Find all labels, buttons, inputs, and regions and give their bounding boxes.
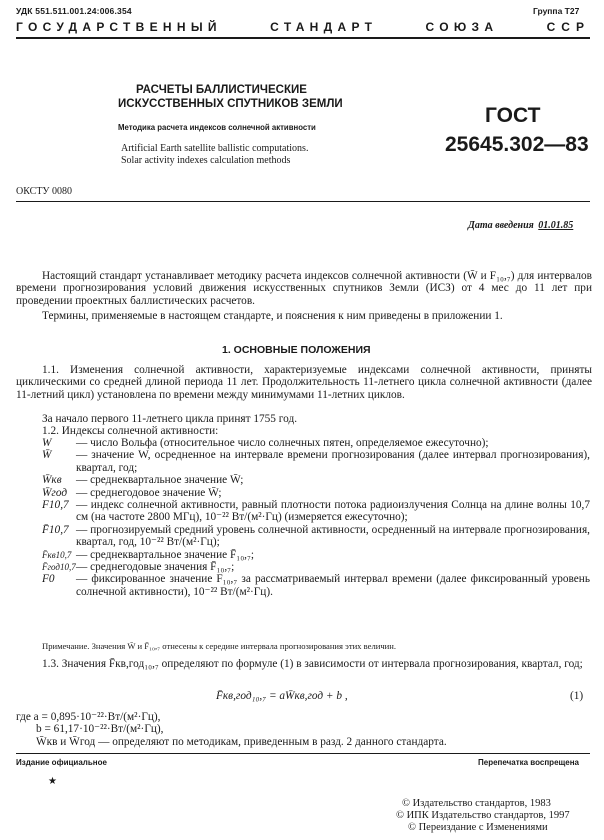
copyright-1: © Издательство стандартов, 1983 [402,798,551,809]
definition-item [42,573,590,598]
banner-word: СТАНДАРТ [270,20,378,34]
star-icon: ★ [48,776,57,787]
banner-word: СОЮЗА [425,20,499,34]
definition-text: — среднеквартальное значение W̄; [76,474,244,487]
group-code: Группа Т27 [533,6,580,16]
definition-item [42,449,590,474]
paragraph-1-3: 1.3. Значения F̄кв,год₁₀,₇ определяют по формуле (1) в зависимости от интервала прогнозирования, квартал, год; [42,658,583,670]
title-subtitle: Методика расчета индексов солнечной активности [118,123,316,132]
definition-symbol: W̄ [42,449,52,462]
definition-text: — фиксированное значение F₁₀,₇ за рассматриваемый интервал времени (далее фиксированный уровень солнечной активности), 10⁻²² Вт/(м²·Гц). [76,573,590,598]
definition-text: — прогнозируемый средний уровень солнечной активности, осредненный на интервале прогнозирования, квартал, год, 10⁻²² Вт/(м²·Гц); [76,523,590,549]
footer-rule [16,753,590,754]
definition-item [42,499,590,524]
banner-word: ССР [546,20,590,34]
paragraph-1-2: 1.2. Индексы солнечной активности: [42,425,219,437]
banner-word: ГОСУДАРСТВЕННЫЙ [16,20,222,34]
intro-date-label: Дата введения [468,220,534,231]
definition-symbol: W̄кв [42,474,62,487]
reprint-notice: Перепечатка воспрещена [478,758,579,767]
title-line-2: ИСКУССТВЕННЫХ СПУТНИКОВ ЗЕМЛИ [118,98,343,110]
okstu-code: ОКСТУ 0080 [16,186,73,197]
title-english-2: Solar activity indexes calculation methods [121,155,291,166]
intro-date-value: 01.01.85 [538,220,574,231]
copyright-2: © ИПК Издательство стандартов, 1997 [396,810,570,821]
title-english-1: Artificial Earth satellite ballistic computations. [121,143,309,154]
definition-text: — среднегодовое значение W̄; [76,486,222,499]
note: Примечание. Значения W̄ и F̄₁₀,₇ отнесены к середине интервала прогнозирования этих величин. [42,641,396,651]
where-w: W̄кв и W̄год — определяют по методикам, приведенным в разд. 2 данного стандарта. [36,736,447,748]
definition-text: — среднеквартальное значение F̄₁₀,₇; [76,548,255,561]
intro-paragraph-2: Термины, применяемые в настоящем стандарте, и пояснения к ним приведены в приложении 1. [42,310,503,322]
definition-item [42,524,590,549]
definition-symbol: F̄год10,7 [42,562,76,573]
gost-number: 25645.302—83 [445,133,589,156]
definition-item [42,561,590,573]
formula-number: (1) [570,690,584,702]
where-a: где a = 0,895·10⁻²²·Вт/(м²·Гц), [16,711,161,723]
definition-text: — значение W, осредненное на интервале времени прогнозирования (далее интервал прогнозирования), квартал, год; [76,449,590,474]
definitions-list [42,437,590,598]
definition-symbol: F̄10,7 [42,523,69,536]
definition-text: — среднегодовые значения F̄₁₀,₇; [76,561,235,574]
udk-code: УДК 551.511.001.24:006.354 [16,6,132,16]
definition-symbol: F̄кв10,7 [42,549,72,560]
formula-1: F̄кв,год₁₀,₇ = aW̄кв,год + b , [216,690,348,702]
definition-item [42,487,590,499]
state-standard-banner [16,20,590,34]
gost-label: ГОСТ [485,104,541,127]
title-line-1: РАСЧЕТЫ БАЛЛИСТИЧЕСКИЕ [136,84,307,96]
paragraph-1-1: 1.1. Изменения солнечной активности, характеризуемые индексами солнечной активности, приняты циклическими со средней длиной периода 11 лет. Продолжительность 11-летнего цикла солнечной активности (далее 11-летний цикл) установлена по времени между минимумами 11-летних циклов. [16,364,592,401]
official-edition: Издание официальное [16,758,107,767]
where-b: b = 61,17·10⁻²²·Вт/(м²·Гц), [36,723,164,735]
definition-symbol: W̄год [42,486,68,499]
section-heading: 1. ОСНОВНЫЕ ПОЛОЖЕНИЯ [222,344,371,356]
title-rule [16,201,590,202]
definition-text: — число Вольфа (относительное число солнечных пятен, определяемое ежесуточно); [76,437,489,449]
paragraph-1-1b: За начало первого 11-летнего цикла принят 1755 год. [42,413,298,425]
definition-symbol: W [42,437,52,449]
intro-date [468,220,573,231]
definition-item [42,474,590,486]
definition-symbol: F10,7 [42,499,69,512]
banner-rule [16,37,590,39]
intro-paragraph-1: Настоящий стандарт устанавливает методику расчета индексов солнечной активности (W̄ и F₁₀,₇) для интервалов времени прогнозирования условий движения искусственных спутников Земли (ИСЗ) от 4 мес до 11 лет при проведении проектных баллистических расчетов. [16,270,592,307]
copyright-3: © Переиздание с Изменениями [408,822,548,833]
definition-text: — индекс солнечной активности, равный плотности потока радиоизлучения Солнца на длине волны 10,7 см (на частоте 2800 МГц), 10⁻²² Вт/(м²·Гц) (измеряется ежесуточно); [76,499,590,524]
definition-symbol: F0 [42,573,55,586]
definition-item [42,437,590,449]
definition-item [42,549,590,561]
